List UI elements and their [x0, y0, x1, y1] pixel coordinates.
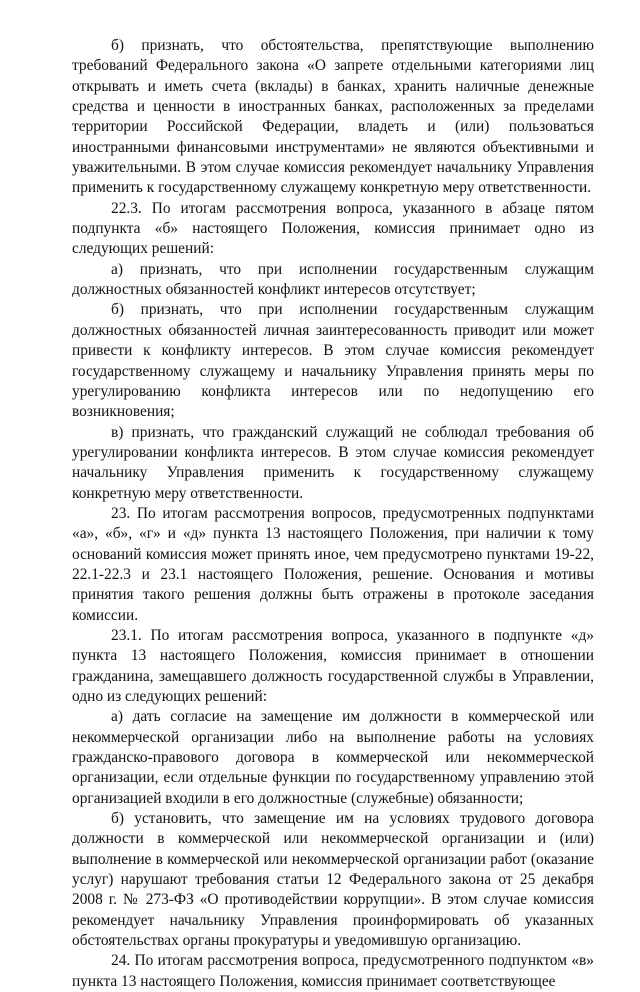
paragraph-22-2-b: б) признать, что обстоятельства, препятствующие выполнению требований Федерального закона «О запрете отдельными категориями лиц открывать и иметь счета (вклады) в банках, хранить наличные денежные средства и ценности в иностранных банках, расположенных за пределами территории Российской Федерации, владеть и (или) пользоваться иностранными финансовыми инструментами» не являются объективными и уважительными. В этом случае комиссия рекомендует начальнику Управления применить к государственному служащему конкретную меру ответственности.: [72, 37, 594, 197]
paragraph-22-3-b: б) признать, что при исполнении государственным служащим должностных обязанностей личная заинтересованность приводит или может привести к конфликту интересов. В этом случае комиссия рекомендует государственному служащему и начальнику Управления принять меры по урегулированию конфликта интересов или по недопущению его возникновения;: [72, 301, 594, 421]
document-page: [72, 36, 594, 992]
paragraph-22-3-a: а) признать, что при исполнении государственным служащим должностных обязанностей конфликт интересов отсутствует;: [72, 260, 594, 299]
paragraph-23-1: 23.1. По итогам рассмотрения вопроса, указанного в подпункте «д» пункта 13 настоящего Положения, комиссия принимает в отношении гражданина, замещавшего должность государственной службы в Управлении, одно из следующих решений:: [72, 626, 594, 705]
paragraph-23: 23. По итогам рассмотрения вопросов, предусмотренных подпунктами «а», «б», «г» и «д» пункта 13 настоящего Положения, при наличии к тому оснований комиссия может принять иное, чем предусмотрено пунктами 19-22, 22.1-22.3 и 23.1 настоящего Положения, решение. Основания и мотивы принятия такого решения должны быть отражены в протоколе заседания комиссии.: [72, 504, 594, 624]
paragraph-22-3-v: в) признать, что гражданский служащий не соблюдал требования об урегулировании конфликта интересов. В этом случае комиссия рекомендует начальнику Управления применить к государственному служащему конкретную меру ответственности.: [72, 423, 594, 502]
paragraph-24: 24. По итогам рассмотрения вопроса, предусмотренного подпунктом «в» пункта 13 настоящего Положения, комиссия принимает соответствующее: [72, 952, 594, 990]
paragraph-23-1-a: а) дать согласие на замещение им должности в коммерческой или некоммерческой организации либо на выполнение работы на условиях гражданско-правового договора в коммерческой или некоммерческой организации, если отдельные функции по государственному управлению этой организацией входили в его должностные (служебные) обязанности;: [72, 708, 594, 807]
paragraph-23-1-b: б) установить, что замещение им на условиях трудового договора должности в коммерческой или некоммерческой организации и (или) выполнение в коммерческой или некоммерческой организации работ (оказание услуг) нарушают требования статьи 12 Федерального закона от 25 декабря 2008 г. № 273-ФЗ «О противодействии коррупции». В этом случае комиссия рекомендует начальнику Управления проинформировать об указанных обстоятельствах органы прокуратуры и уведомившую организацию.: [72, 810, 594, 950]
paragraph-22-3: 22.3. По итогам рассмотрения вопроса, указанного в абзаце пятом подпункта «б» настоящего Положения, комиссия принимает одно из следующих решений:: [72, 199, 594, 258]
